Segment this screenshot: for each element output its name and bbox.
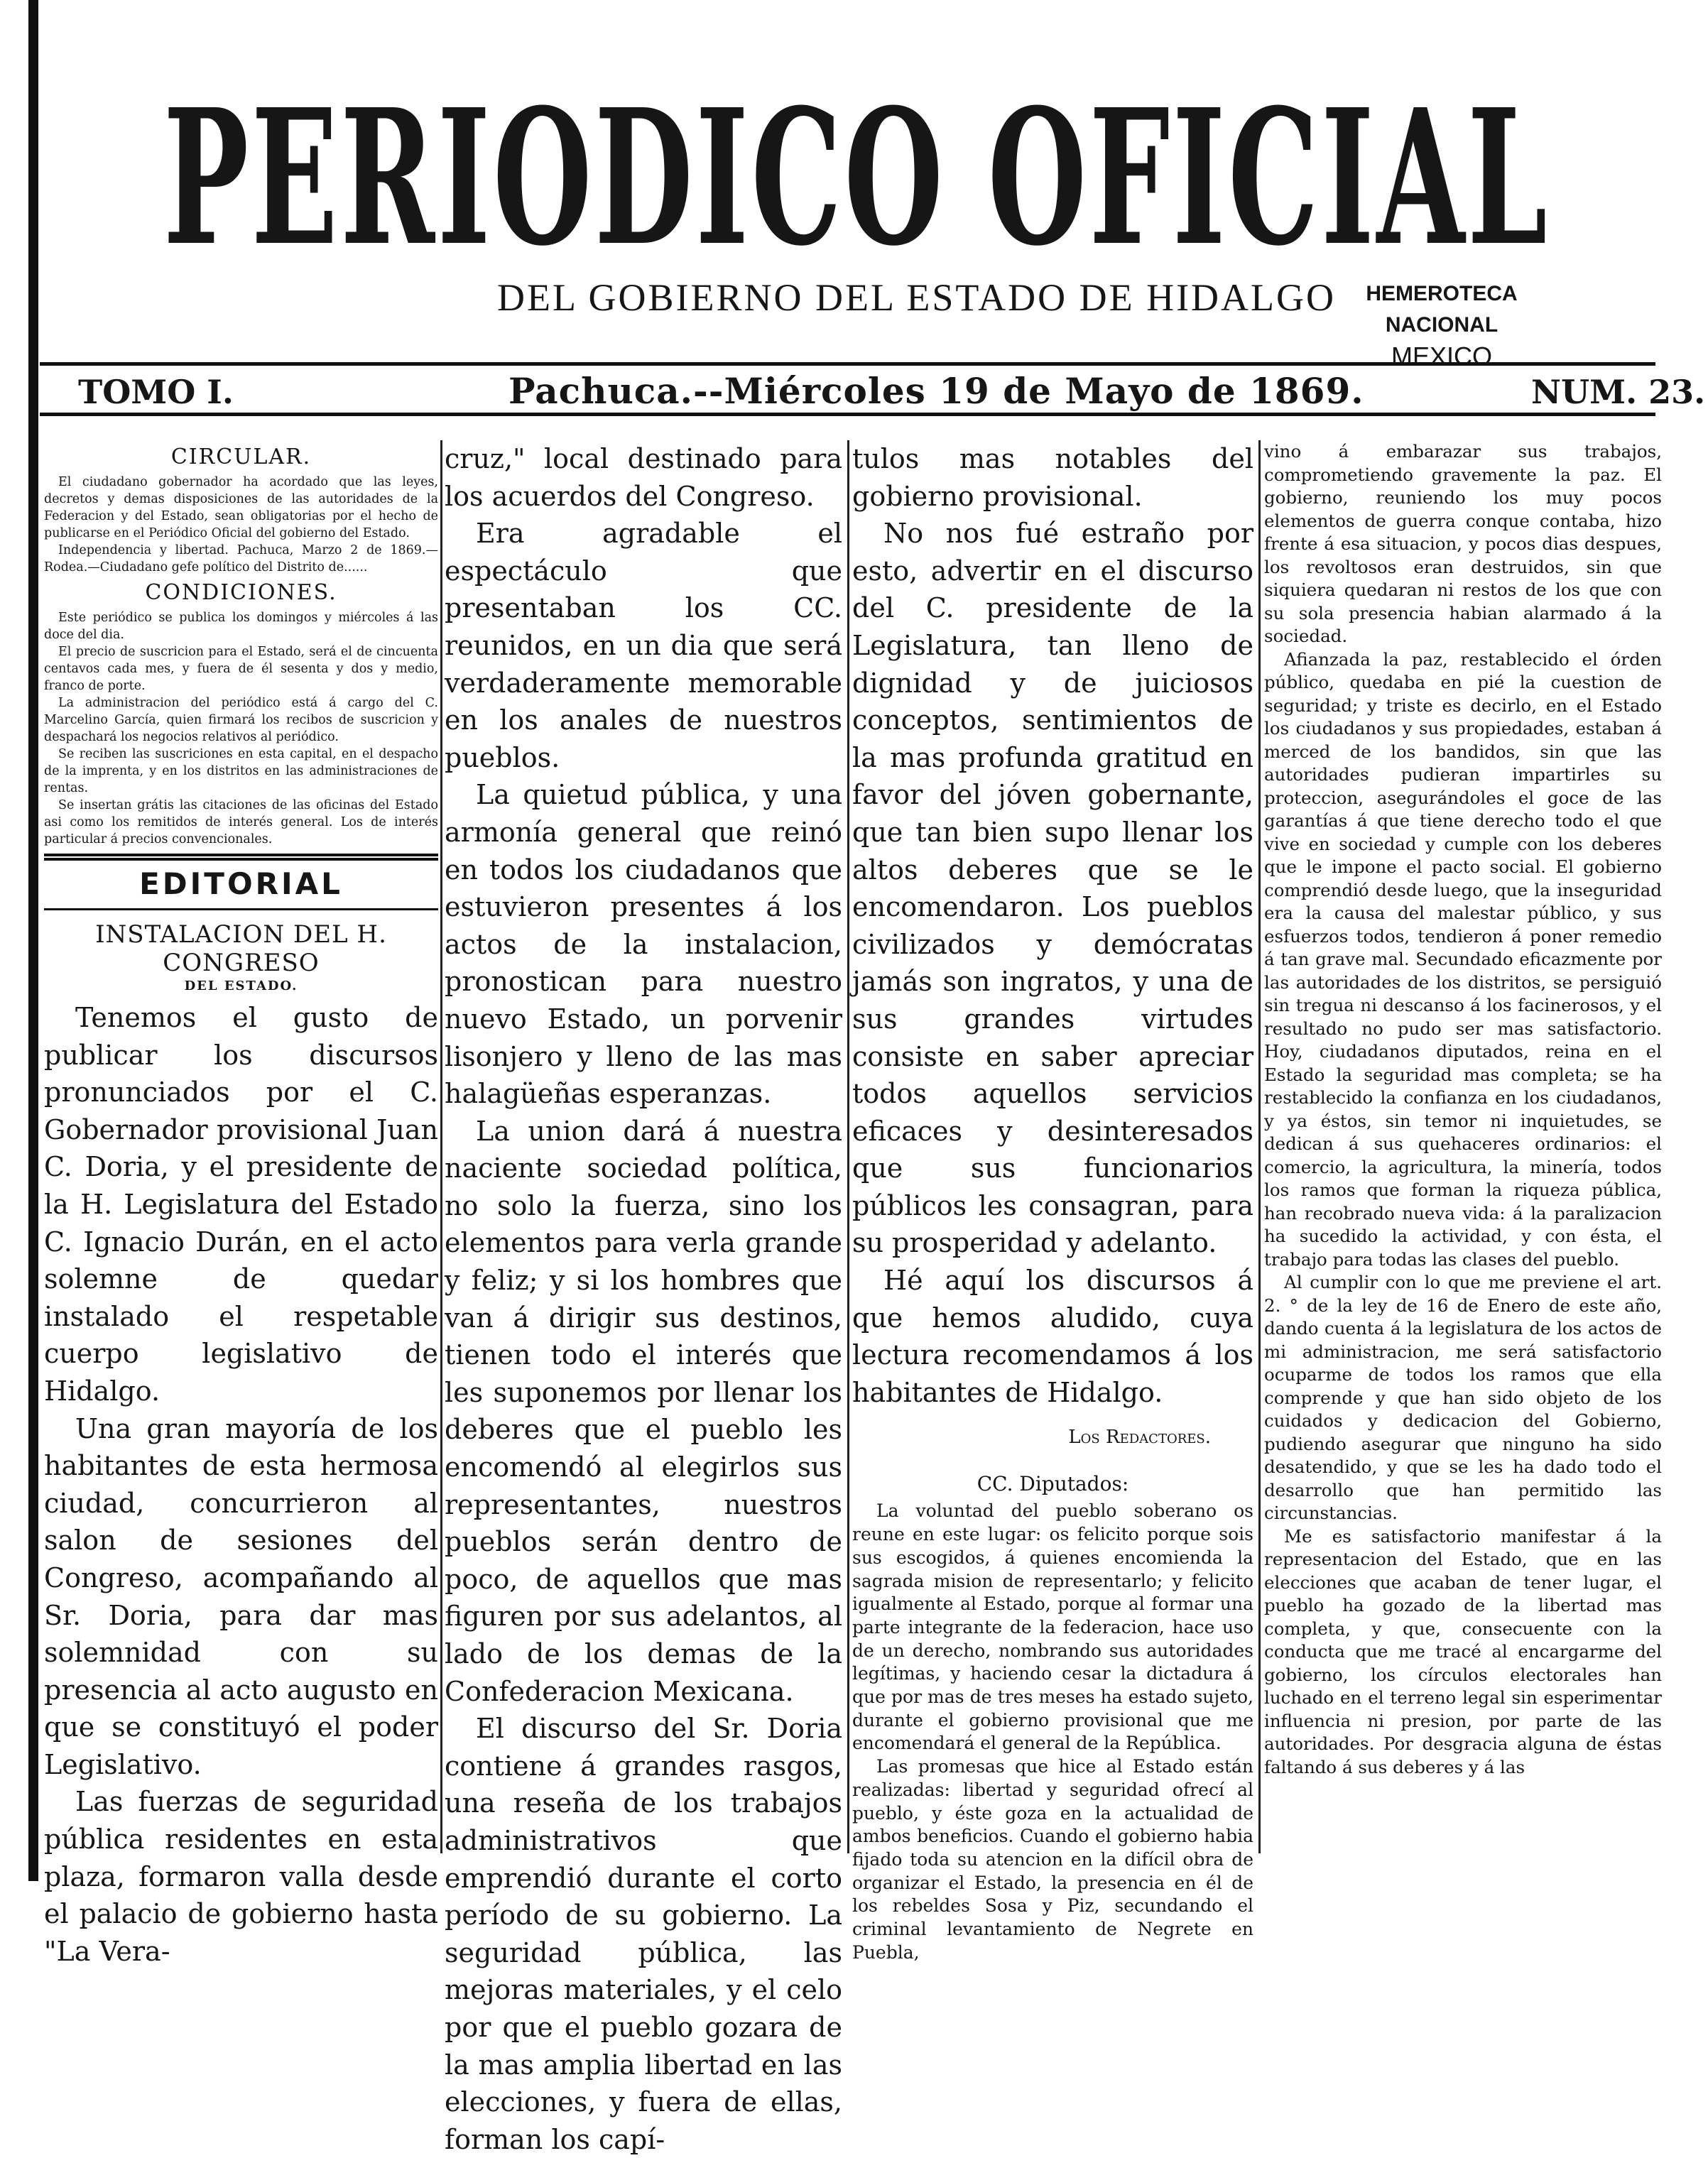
place-and-date: Pachuca.--Miércoles 19 de Mayo de 1869. [508,370,1364,412]
article-paragraph: La quietud pública, y una armonía general que reinó en todos los ciudadanos que estuvieron presentes á los actos de la instalacion, pronostican para nuestro nuevo Estado, un porvenir lisonjero y lleno de las mas halagüeñas esperanzas. [445,779,842,1110]
stamp-line-2: MEXICO [1391,342,1492,371]
condition-item: El precio de suscricion para el Estado, será el de cincuenta centavos cada mes, y fuera de él sesenta y dos y medio, franco de porte. [44,645,438,693]
section-divider [44,908,438,910]
column-2 [445,440,842,2155]
newspaper-title: PERIODICO OFICIAL [163,68,1550,287]
column-1 [44,440,438,1967]
section-divider [44,854,438,861]
issue-number: NUM. 23. [1531,373,1706,411]
circular-heading: CIRCULAR. [170,445,312,469]
editorial-label: EDITORIAL [139,866,343,901]
circular-paragraph: El ciudadano gobernador ha acordado que las leyes, decretos y demas disposiciones de las autoridades de la Federacion y del Estado, sean obligatorias por el hecho de publicarse en el Periódico Oficial del gobierno del Estado. [44,475,438,540]
speech-paragraph: Al cumplir con lo que me previene el art. 2. ° de la ley de 16 de Enero de este año, dando cuenta á la legislatura de los actos de mi administracion, me será satisfactorio ocuparme de todos los ramos que ella comprende y que han sido objeto de los cuidados y dedicacion del Gobierno, pudiendo asegurar que ninguno ha sido desatendido, y que se les ha dado todo el desarrollo que han permitido las circunstancias. [1264,1272,1662,1523]
stamp-line-1: HEMEROTECA NACIONAL [1366,282,1518,337]
article-paragraph: cruz," local destinado para los acuerdos del Congreso. [445,443,842,512]
column-rule [440,440,442,1853]
condition-item: Se insertan grátis las citaciones de las oficinas del Estado asi como los remitidos de interés general. Los de interés particular á precios convencionales. [44,798,438,846]
article-paragraph: No nos fué estraño por esto, advertir en el discurso del C. presidente de la Legislatura, tan lleno de dignidad y de juiciosos conceptos, sentimientos de la mas profunda gratitud en favor del jóven gobernante, que tan bien supo llenar los altos deberes que se le encomendaron. Los pueblos civilizados y demócratas jamás son ingratos, y una de sus grandes virtudes consiste en saber apreciar todos aquellos servicios eficaces y desinteresados que sus funcionarios públicos les consagran, para su prosperidad y adelanto. [852,518,1253,1259]
masthead [0,0,1708,371]
column-4 [1264,440,1662,1868]
volume-label: TOMO I. [78,373,234,411]
signature: Los Redactores. [1068,1427,1211,1449]
speech-paragraph: La voluntad del pueblo soberano os reune en este lugar: os felicito porque sois sus escogidos, á quienes encomienda la sagrada mision de representarlo; y felicito igualmente al Estado, porque al formar una parte integrante de la federacion, hace uso de un derecho, nombrando sus autoridades legítimas, y haciendo cesar la dictadura á que por mas de tres meses ha estado sujeto, durante el gobierno provisional que me encomendará el general de la República. [852,1500,1253,1754]
article-paragraph: La union dará á nuestra naciente sociedad política, no solo la fuerza, sino los elementos para verla grande y feliz; y si los hombres que van á dirigir sus destinos, tienen todo el interés que les suponemos por llenar los deberes que el pueblo les encomendó al elegirlos sus representantes, nuestros pueblos serán dentro de poco, de aquellos que mas figuren por sus adelantos, al lado de los demas de la Confederacion Mexicana. [445,1115,842,1707]
speech-paragraph: Afianzada la paz, restablecido el órden público, quedaba en pié la cuestion de seguridad; y triste es decirlo, en el Estado los ciudadanos y sus propiedades, estaban á merced de los bandidos, sin que las autoridades pudieran impartirles su proteccion, asegurándoles el goce de las garantías á que tiene derecho todo el que vive en sociedad y cumple con los deberes que le impone el pacto social. El gobierno comprendió desde luego, que la inseguridad era la causa del malestar público, y sus esfuerzos todos, tendieron á poner remedio á tan grave mal. Secundado eficazmente por las autoridades de los distritos, se persiguió sin tregua ni descanso á los facinerosos, y el resultado no pudo ser mas satisfactorio. Hoy, ciudadanos diputados, reina en el Estado la seguridad mas completa; se ha restablecido la confianza en los ciudadanos, y ya éstos, sin temor ni inquietudes, se dedican á sus quehaceres ordinarios: el comercio, la agricultura, la minería, todos los ramos que forman la riqueza pública, han recobrado nueva vida: á la paralizacion ha sucedido la actividad, y con ésta, el trabajo para todas las clases del pueblo. [1264,648,1662,1270]
speech-paragraph: Me es satisfactorio manifestar á la representacion del Estado, que en las elecciones que acaban de tener lugar, el pueblo ha gozado de la libertad mas completa, y que, consecuente con la conducta que me tracé al encargarme del gobierno, los círculos electorales han luchado en el terreno legal sin esperimentar influencia ni presion, por parte de las autoridades. Por desgracia alguna de éstas faltando á sus deberes y á las [1264,1525,1662,1777]
circular-paragraph: Independencia y libertad. Pachuca, Marzo 2 de 1869.—Rodea.—Ciudadano gefe político del Distrito de...... [44,543,438,574]
column-rule [847,440,849,1853]
newspaper-subtitle: DEL GOBIERNO DEL ESTADO DE HIDALGO [497,276,1337,319]
conditions-heading: CONDICIONES. [145,580,337,605]
column-rule [1258,440,1261,1853]
article-subtitle: DEL ESTADO. [184,979,298,993]
archive-stamp [1328,278,1555,372]
article-paragraph: Tenemos el gusto de publicar los discursos pronunciados por el C. Gobernador provisional Juan C. Doria, y el presidente de la H. Legislatura del Estado C. Ignacio Durán, en el acto solemne de quedar instalado el respetable cuerpo legislativo de Hidalgo. [44,1002,438,1407]
speech-paragraph: vino á embarazar sus trabajos, comprometiendo gravemente la paz. El gobierno, reuniendo los muy pocos elementos de guerra conque contaba, hizo frente á esa situacion, y pocos dias despues, los revoltosos eran destruidos, sin que siquiera quedaran ni restos de los que con su sola presencia habian alarmado á la sociedad. [1264,441,1662,646]
column-3 [852,440,1253,1963]
article-paragraph: tulos mas notables del gobierno provisional. [852,443,1253,512]
condition-item: La administracion del periódico está á cargo del C. Marcelino García, quien firmará los recibos de suscricion y despachará los negocios relativos al periódico. [44,696,438,744]
article-paragraph: Las fuerzas de seguridad pública residentes en esta plaza, formaron valla desde el palacio de gobierno hasta "La Vera- [44,1786,438,1967]
article-paragraph: Una gran mayoría de los habitantes de esta hermosa ciudad, concurrieron al salon de sesiones del Congreso, acompañando al Sr. Doria, para dar mas solemnidad con su presencia al acto augusto en que se constituyó el poder Legislativo. [44,1412,438,1780]
article-paragraph: El discurso del Sr. Doria contiene á grandes rasgos, una reseña de los trabajos administrativos que emprendió durante el corto período de su gobierno. La seguridad pública, las mejoras materiales, y el celo por que el pueblo gozara de la mas amplia libertad en las elecciones, y fuera de ellas, forman los capí- [445,1713,842,2155]
article-paragraph: Hé aquí los discursos á que hemos aludido, cuya lectura recomendamos á los habitantes de Hidalgo. [852,1265,1253,1408]
condition-item: Se reciben las suscriciones en esta capital, en el despacho de la imprenta, y en los distritos en las administraciones de rentas. [44,747,438,795]
condition-item: Este periódico se publica los domingos y miércoles á las doce del dia. [44,611,438,642]
article-title: INSTALACION DEL H. CONGRESO [95,920,387,977]
dateline-bar [40,362,1706,416]
speech-salutation: CC. Diputados: [977,1472,1129,1496]
speech-paragraph: Las promesas que hice al Estado están realizadas: libertad y seguridad ofrecí al pueblo, y éste goza en la actualidad de ambos beneficios. Cuando el gobierno habia fijado toda su atencion en la difícil obra de organizar el Estado, la presencia en él de los rebeldes Sosa y Piz, secundando el criminal levantamiento de Negrete en Puebla, [852,1756,1253,1963]
article-paragraph: Era agradable el espectáculo que presentaban los CC. reunidos, en un dia que será verdaderamente memorable en los anales de nuestros pueblos. [445,518,842,773]
